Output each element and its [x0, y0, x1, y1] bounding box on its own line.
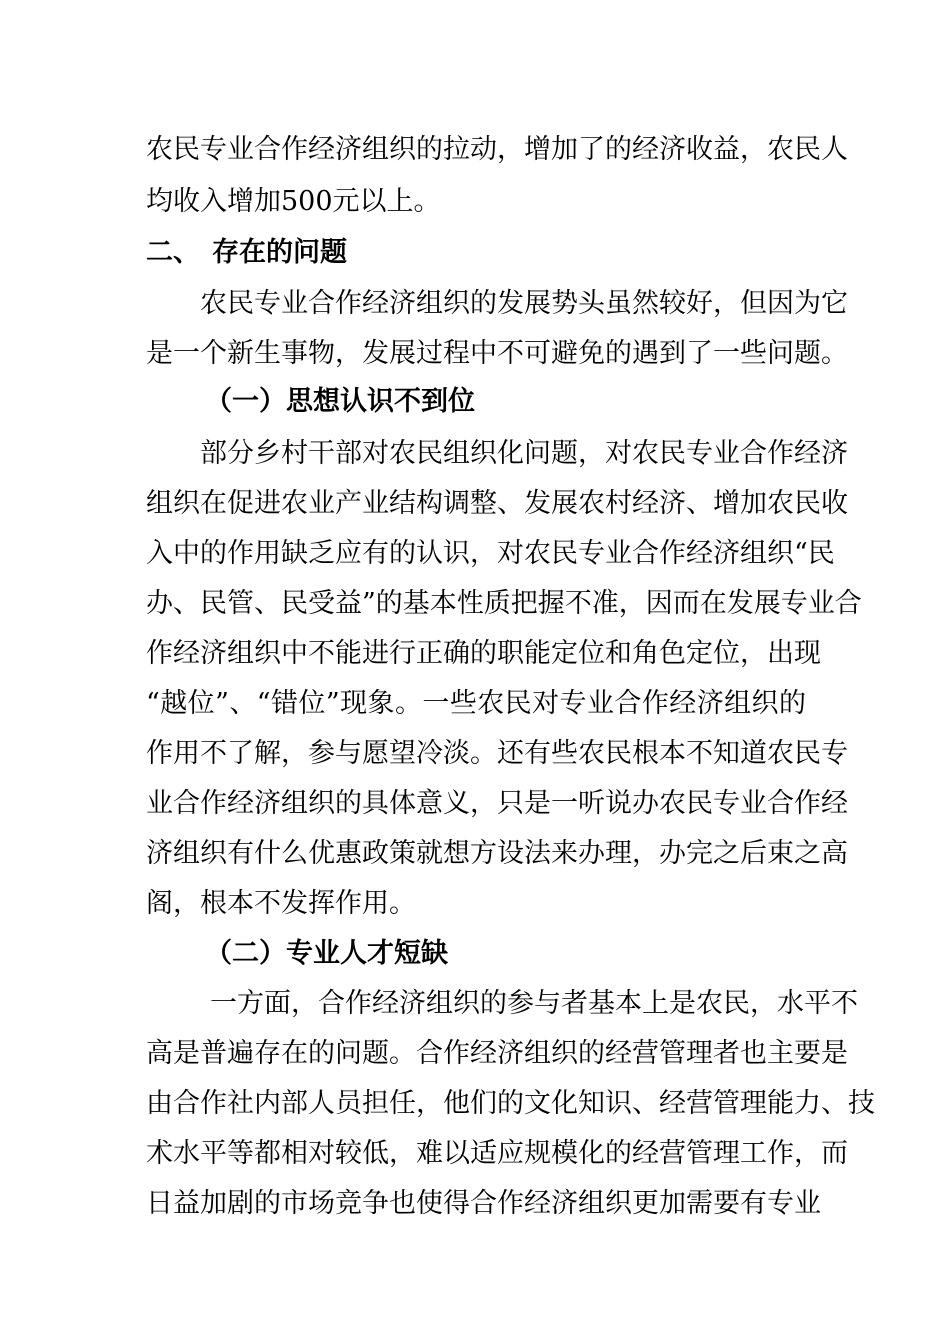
sub2-line-4: 术水平等都相对较低，难以适应规模化的经营管理工作，而 [146, 1138, 848, 1169]
section-paragraph-line-1: 农民专业合作经济组织的发展势头虽然较好，但因为它 [200, 288, 848, 319]
sub2-line-3: 由合作社内部人员担任，他们的文化知识、经营管理能力、技 [146, 1088, 875, 1119]
sub1-line-7: 作用不了解，参与愿望冷淡。还有些农民根本不知道农民专 [146, 738, 848, 769]
section-number: 二、 [146, 237, 200, 268]
sub1-line-8: 业合作经济组织的具体意义，只是一听说办农民专业合作经 [146, 788, 848, 819]
section-heading [146, 233, 806, 273]
subheading-2: （二）专业人才短缺 [205, 938, 448, 969]
intro-line-2: 均收入增加500元以上。 [146, 186, 441, 217]
sub2-line-1: 一方面，合作经济组织的参与者基本上是农民，水平不 [210, 988, 858, 1019]
sub1-line-10: 阁，根本不发挥作用。 [146, 888, 416, 919]
sub2-line-2: 高是普遍存在的问题。合作经济组织的经营管理者也主要是 [146, 1038, 848, 1069]
intro-line-1: 农民专业合作经济组织的拉动，增加了的经济收益，农民人 [146, 134, 848, 165]
sub1-line-3: 入中的作用缺乏应有的认识，对农民专业合作经济组织“民 [146, 538, 835, 569]
sub1-line-9: 济组织有什么优惠政策就想方设法来办理，办完之后束之高 [146, 838, 848, 869]
section-title: 存在的问题 [212, 237, 347, 268]
sub1-line-2: 组织在促进农业产业结构调整、发展农村经济、增加农民收 [146, 488, 848, 519]
sub2-line-5: 日益加剧的市场竞争也使得合作经济组织更加需要有专业 [146, 1188, 821, 1219]
section-paragraph-line-2: 是一个新生事物，发展过程中不可避免的遇到了一些问题。 [146, 338, 848, 369]
sub1-line-5: 作经济组织中不能进行正确的职能定位和角色定位，出现 [146, 638, 821, 669]
sub1-line-6: “越位”、“错位”现象。一些农民对专业合作经济组织的 [146, 688, 806, 719]
sub1-line-1: 部分乡村干部对农民组织化问题，对农民专业合作经济 [200, 438, 848, 469]
sub1-line-4: 办、民管、民受益”的基本性质把握不准，因而在发展专业合 [146, 588, 862, 619]
subheading-1: （一）思想认识不到位 [205, 386, 475, 417]
